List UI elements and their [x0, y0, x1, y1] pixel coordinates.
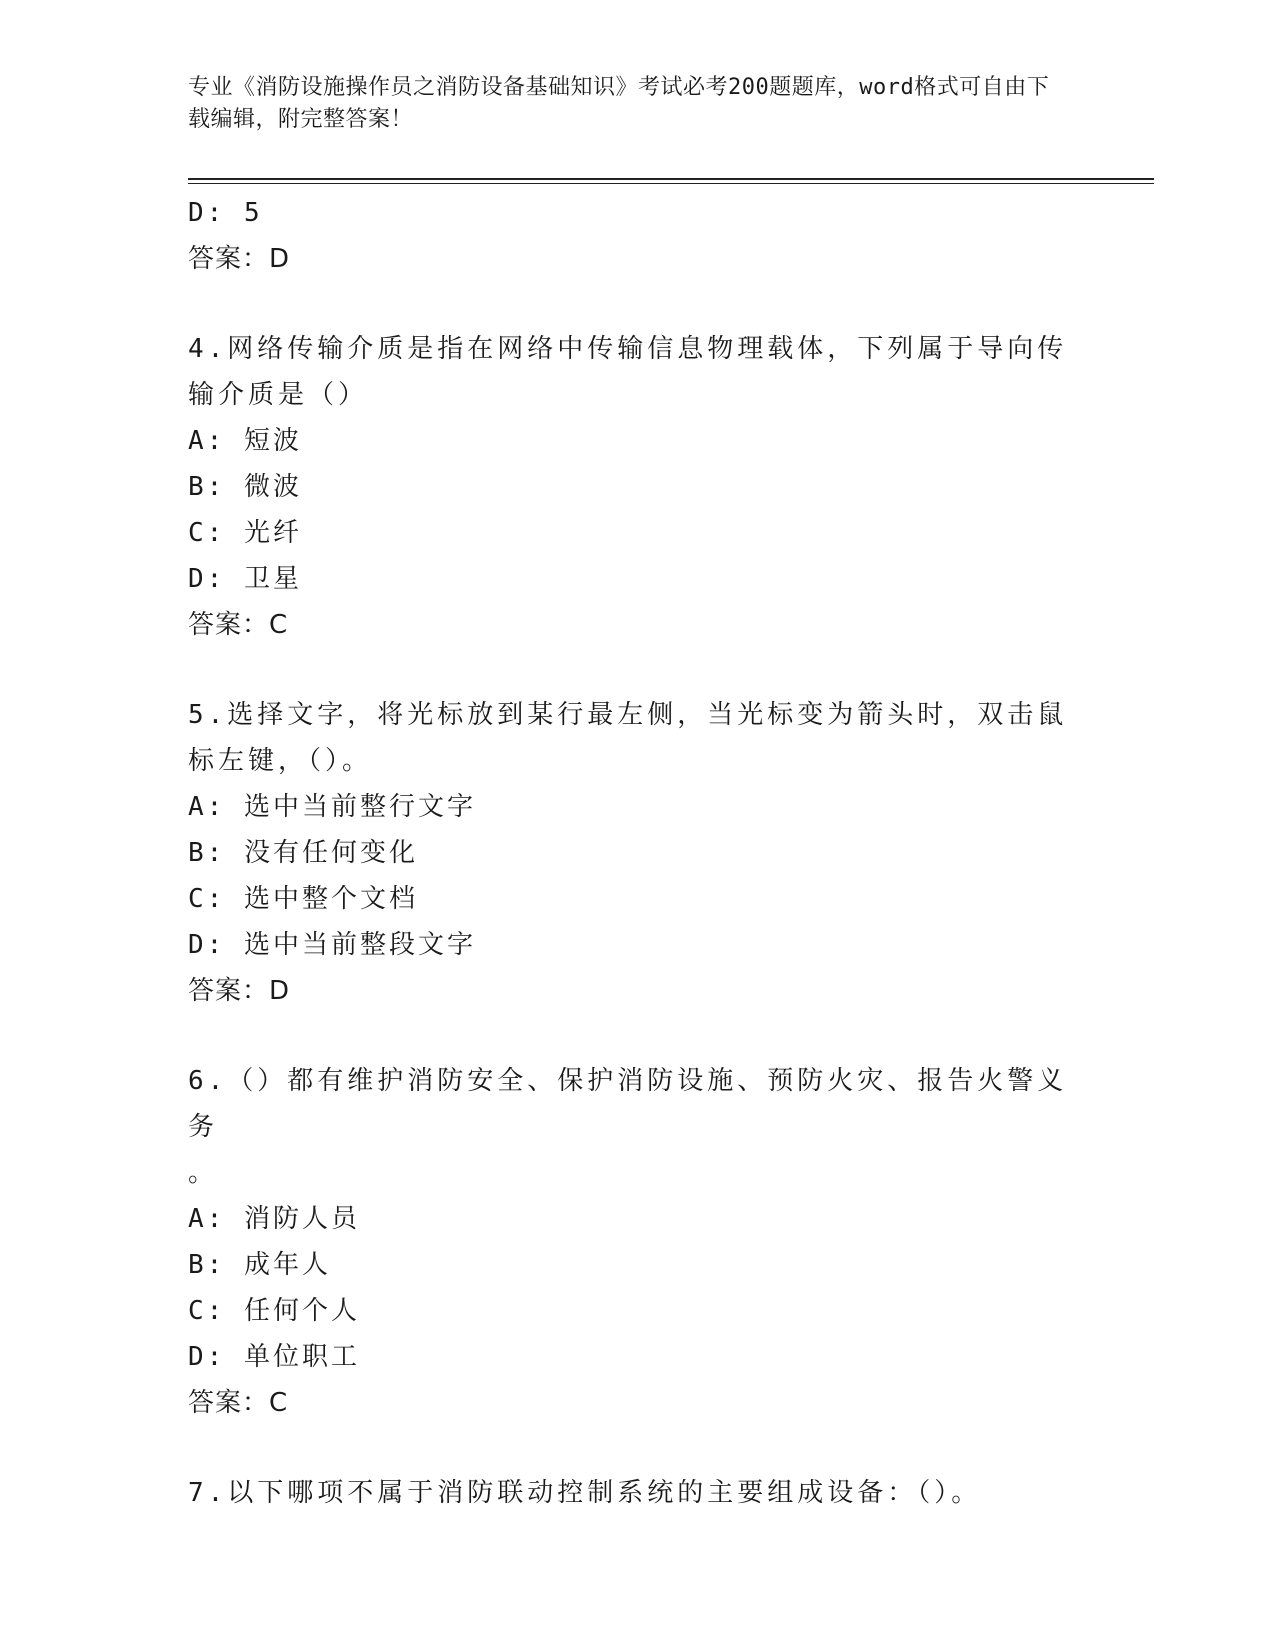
question-4	[188, 326, 1068, 648]
answer-line: 答案：D	[188, 976, 291, 1006]
option-b	[188, 1242, 1068, 1288]
answer-line: 答案：D	[188, 244, 291, 274]
option-a	[188, 784, 1068, 830]
option-a	[188, 418, 1068, 464]
option-b	[188, 464, 1068, 510]
option-c	[188, 510, 1068, 556]
option-c	[188, 876, 1068, 922]
question-stem: 5.选择文字，将光标放到某行最左侧，当光标变为箭头时，双击鼠标左键，（）。	[188, 700, 1068, 776]
option-label: C:	[188, 884, 226, 914]
option-d	[188, 556, 1068, 602]
option-label: A:	[188, 792, 226, 822]
spacer	[188, 1014, 1068, 1058]
question-7	[188, 1470, 1068, 1516]
answer-line: 答案：C	[188, 610, 289, 640]
option-text: 选中整个文档	[243, 884, 418, 914]
option-text: 5	[243, 198, 263, 228]
option-label: D:	[188, 198, 226, 228]
option-text: 消防人员	[243, 1204, 360, 1234]
answer-line: 答案：C	[188, 1388, 289, 1418]
option-label: D:	[188, 1342, 226, 1372]
option-d	[188, 190, 1068, 236]
question-list	[188, 190, 1068, 1516]
option-text: 短波	[243, 426, 302, 456]
header-rule-thin	[188, 183, 1154, 184]
spacer	[188, 1426, 1068, 1470]
option-text: 成年人	[243, 1250, 331, 1280]
question-stem-tail: 。	[188, 1158, 218, 1188]
option-text: 选中当前整段文字	[243, 930, 476, 960]
question-6	[188, 1058, 1068, 1426]
option-text: 单位职工	[243, 1342, 360, 1372]
option-text: 任何个人	[243, 1296, 360, 1326]
option-a	[188, 1196, 1068, 1242]
spacer	[188, 282, 1068, 326]
option-text: 没有任何变化	[243, 838, 418, 868]
option-label: D:	[188, 564, 226, 594]
option-label: A:	[188, 1204, 226, 1234]
option-label: C:	[188, 518, 226, 548]
option-text: 卫星	[243, 564, 302, 594]
option-c	[188, 1288, 1068, 1334]
option-text: 微波	[243, 472, 302, 502]
question-stem: 6.（）都有维护消防安全、保护消防设施、预防火灾、报告火警义务	[188, 1066, 1068, 1142]
question-3	[188, 190, 1068, 282]
option-label: C:	[188, 1296, 226, 1326]
spacer	[188, 648, 1068, 692]
option-label: A:	[188, 426, 226, 456]
question-stem: 7.以下哪项不属于消防联动控制系统的主要组成设备：（）。	[188, 1478, 982, 1508]
question-5	[188, 692, 1068, 1014]
question-stem: 4.网络传输介质是指在网络中传输信息物理载体，下列属于导向传输介质是（）	[188, 334, 1068, 410]
option-text: 选中当前整行文字	[243, 792, 476, 822]
option-label: D:	[188, 930, 226, 960]
header-rule-thick	[188, 178, 1154, 180]
option-d	[188, 1334, 1068, 1380]
header-title: 专业《消防设施操作员之消防设备基础知识》考试必考200题题库，word格式可自由下载编辑，附完整答案！	[188, 75, 1050, 132]
option-label: B:	[188, 1250, 226, 1280]
option-label: B:	[188, 838, 226, 868]
option-text: 光纤	[243, 518, 302, 548]
option-label: B:	[188, 472, 226, 502]
option-d	[188, 922, 1068, 968]
option-b	[188, 830, 1068, 876]
document-header	[188, 72, 1068, 136]
